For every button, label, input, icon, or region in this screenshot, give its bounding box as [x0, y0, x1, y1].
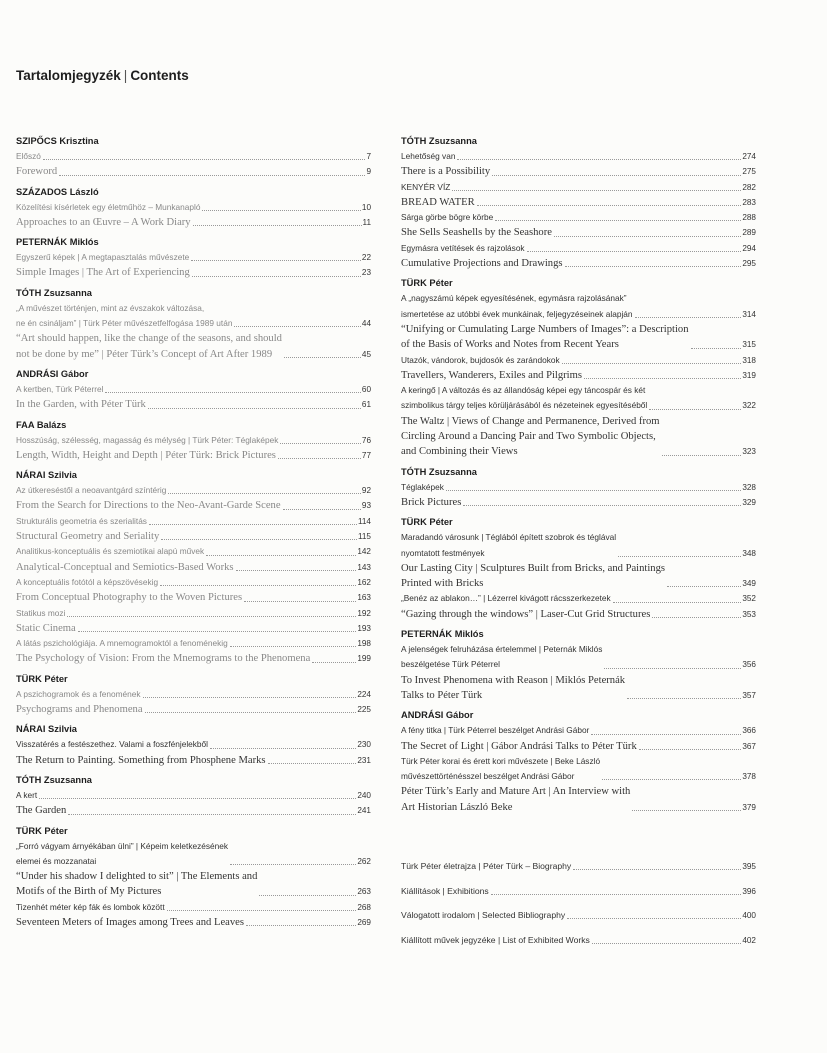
toc-entry[interactable]	[16, 621, 371, 636]
dot-leader	[573, 869, 741, 870]
page-number: 349	[742, 579, 756, 589]
page-number: 77	[361, 450, 371, 460]
entry-title: “Gazing through the windows” | Laser-Cut Grid Structures	[401, 608, 651, 620]
author-name: TÓTH Zsuzsanna	[16, 287, 92, 298]
toc-entry[interactable]	[401, 784, 756, 815]
entry-title: Kiállított művek jegyzéke | List of Exhibited Works	[401, 935, 590, 946]
dot-leader	[632, 810, 741, 811]
toc-section	[16, 825, 371, 931]
toc-entry[interactable]	[16, 382, 371, 397]
toc-entry[interactable]	[401, 754, 756, 785]
dot-leader	[618, 556, 741, 557]
toc-entry[interactable]	[401, 164, 756, 179]
dot-leader	[202, 210, 360, 211]
toc-section	[16, 419, 371, 464]
toc-entry[interactable]	[16, 265, 371, 280]
entry-title: Approaches to an Œuvre – A Work Diary	[16, 216, 191, 228]
contents-left-column	[16, 135, 371, 936]
page-number: 314	[742, 309, 756, 319]
toc-entry[interactable]	[401, 480, 756, 495]
page-number: 230	[357, 740, 371, 750]
page-number: 319	[742, 370, 756, 380]
author-name: FAA Balázs	[16, 419, 67, 430]
toc-entry[interactable]	[16, 803, 371, 818]
dot-leader	[527, 251, 742, 252]
entry-title: Travellers, Wanderers, Exiles and Pilgrims	[401, 369, 582, 381]
page-number: 396	[742, 886, 756, 896]
toc-entry[interactable]	[16, 590, 371, 605]
dot-leader	[604, 668, 741, 669]
entry-title: The Secret of Light | Gábor Andrási Talks to Péter Türk	[401, 740, 637, 752]
dot-leader	[68, 814, 356, 815]
toc-entry[interactable]	[16, 514, 371, 529]
toc-entry[interactable]	[401, 180, 756, 195]
toc-entry[interactable]	[16, 915, 371, 930]
page-number: 231	[357, 755, 371, 765]
dot-leader	[59, 175, 365, 176]
toc-entry[interactable]	[401, 241, 756, 256]
toc-entry[interactable]	[401, 561, 756, 592]
page-number: 224	[357, 689, 371, 699]
toc-section	[401, 628, 756, 703]
dot-leader	[234, 326, 360, 327]
page-number: 322	[742, 401, 756, 411]
dot-leader	[567, 918, 741, 919]
page-number: 22	[361, 253, 371, 263]
page-number: 23	[361, 268, 371, 278]
entry-title: A keringő | A változás és az állandóság képei egy táncospár és két szimbolikus tárgy teljes körüljárásából és nézeteinek egyesítéséből	[401, 385, 648, 411]
entry-title: Türk Péter korai és érett kori művészete | Beke László művészettörténésszel beszélget Andrási Gábor	[401, 755, 601, 782]
dot-leader	[452, 190, 741, 191]
entry-title: Simple Images | The Art of Experiencing	[16, 267, 190, 279]
dot-leader	[284, 357, 361, 358]
dot-leader	[167, 910, 357, 911]
page-number: 379	[742, 802, 756, 812]
page-number: 268	[357, 902, 371, 912]
page-number: 44	[361, 319, 371, 329]
dot-leader	[278, 458, 361, 459]
toc-entry[interactable]	[16, 560, 371, 575]
toc-entry[interactable]	[401, 322, 756, 353]
author-name: TÓTH Zsuzsanna	[401, 136, 477, 146]
dot-leader	[161, 539, 357, 540]
entry-title: Válogatott irodalom | Selected Bibliography	[401, 910, 566, 921]
page-number: 282	[742, 182, 756, 192]
entry-title: Static Cinema	[16, 622, 76, 634]
dot-leader	[149, 524, 357, 525]
page-number: 289	[742, 228, 756, 238]
dot-leader	[477, 205, 742, 206]
toc-section	[16, 673, 371, 718]
entry-title: Egymásra vetítések és rajzolások	[401, 242, 525, 253]
dot-leader	[584, 378, 741, 379]
page-number: 295	[742, 259, 756, 269]
dot-leader	[210, 748, 356, 749]
toc-entry[interactable]	[401, 739, 756, 754]
toc-entry[interactable]	[401, 884, 756, 899]
dot-leader	[283, 509, 361, 510]
entry-title: Maradandó városunk | Téglából épített szobrok és téglával nyomtatott festmények	[401, 532, 617, 558]
toc-section	[16, 368, 371, 413]
toc-entry[interactable]	[16, 651, 371, 666]
dot-leader	[312, 662, 356, 663]
author-name: TÓTH Zsuzsanna	[401, 466, 477, 477]
page-number: 93	[361, 501, 371, 511]
toc-entry[interactable]	[16, 687, 371, 702]
page-number: 241	[357, 806, 371, 816]
page-number: 348	[742, 548, 756, 558]
author-name: SZIPŐCS Krisztina	[16, 136, 99, 146]
page-number: 294	[742, 243, 756, 253]
entry-title: Length, Width, Height and Depth | Péter Türk: Brick Pictures	[16, 449, 276, 461]
entry-title: To Invest Phenomena with Reason | Miklós Peternák Talks to Péter Türk	[401, 674, 626, 701]
page-number: 400	[742, 911, 756, 921]
author-name: SZÁZADOS László	[16, 186, 99, 197]
entry-title: The Return to Painting. Something from Phosphene Marks	[16, 754, 266, 766]
toc-entry[interactable]	[401, 933, 756, 948]
entry-title: Az útkereséstől a neoavantgárd színtérig	[16, 485, 167, 496]
entry-title: The Garden	[16, 805, 67, 817]
page-number: 192	[357, 608, 371, 618]
page-number: 269	[357, 917, 371, 927]
dot-leader	[39, 798, 356, 799]
page-number: 9	[366, 167, 371, 177]
author-name: TÜRK Péter	[16, 673, 68, 684]
entry-title: Előszó	[16, 151, 41, 161]
page-number: 357	[742, 690, 756, 700]
page-number: 263	[357, 887, 371, 897]
dot-leader	[148, 408, 361, 409]
toc-entry[interactable]	[16, 483, 371, 498]
author-name: TÜRK Péter	[16, 825, 68, 836]
entry-title: „Benéz az ablakon…” | Lézerrel kivágott rácsszerkezetek	[401, 593, 611, 604]
entry-title: “Art should happen, like the change of the seasons, and should not be done by me” | Péter Türk’s Concept of Art After 1989	[16, 333, 282, 360]
page-number: 198	[357, 639, 371, 649]
page-number: 262	[357, 856, 371, 866]
dot-leader	[105, 392, 360, 393]
entry-title: Kiállítások | Exhibitions	[401, 885, 489, 896]
page-number: 275	[742, 167, 756, 177]
page-number: 162	[357, 577, 371, 587]
dot-leader	[236, 570, 357, 571]
entry-title: Tizenhét méter kép fák és lombok között	[16, 901, 165, 912]
dot-leader	[43, 159, 366, 160]
entry-title: From Conceptual Photography to the Woven Pictures	[16, 592, 243, 604]
entry-title: A jelenségek felruházása értelemmel | Peternák Miklós beszélgetése Türk Péterrel	[401, 644, 603, 670]
dot-leader	[635, 317, 742, 318]
toc-entry[interactable]	[401, 149, 756, 164]
author-name: ANDRÁSI Gábor	[401, 710, 474, 721]
toc-entry[interactable]	[16, 433, 371, 448]
page-number: 356	[742, 660, 756, 670]
entry-title: Cumulative Projections and Drawings	[401, 258, 563, 270]
toc-entry[interactable]	[16, 636, 371, 651]
dot-leader	[168, 493, 361, 494]
page-number: 11	[362, 217, 371, 227]
entry-title: Statikus mozi	[16, 607, 66, 618]
toc-entry[interactable]	[16, 839, 371, 870]
dot-leader	[565, 266, 742, 267]
dot-leader	[602, 779, 741, 780]
toc-entry[interactable]	[16, 900, 371, 915]
dot-leader	[280, 443, 360, 444]
toc-entry[interactable]	[401, 859, 756, 874]
page-number: 288	[742, 213, 756, 223]
entry-title: The Psychology of Vision: From the Mnemograms to the Phenomena	[16, 653, 311, 665]
page-number: 143	[357, 562, 371, 572]
dot-leader	[160, 585, 356, 586]
page-number: 315	[742, 340, 756, 350]
page-number: 318	[742, 355, 756, 365]
title-english: Contents	[130, 68, 189, 83]
dot-leader	[639, 749, 742, 750]
dot-leader	[457, 159, 741, 160]
toc-entry[interactable]	[16, 448, 371, 463]
toc-entry[interactable]	[401, 673, 756, 704]
dot-leader	[191, 260, 361, 261]
dot-leader	[613, 602, 742, 603]
toc-section	[16, 236, 371, 281]
author-name: NÁRAI Szilvia	[16, 724, 77, 735]
page-number: 225	[357, 705, 371, 715]
entry-title: Psychograms and Phenomena	[16, 704, 143, 716]
entry-title: A látás pszichológiája. A mnemogramoktól a fenoménekig	[16, 638, 228, 649]
toc-entry[interactable]	[16, 788, 371, 803]
dot-leader	[246, 925, 356, 926]
dot-leader	[78, 631, 357, 632]
toc-entry[interactable]	[401, 908, 756, 923]
toc-entry[interactable]	[16, 397, 371, 412]
entry-title: Analytical-Conceptual and Semiotics-Based Works	[16, 561, 234, 573]
toc-entry[interactable]	[401, 723, 756, 738]
entry-title: Structural Geometry and Seriality	[16, 531, 160, 543]
entry-title: “Unifying or Cumulating Large Numbers of Images”: a Description of the Basis of Works and Notes from Recent Years	[401, 323, 689, 351]
entry-title: Utazók, vándorok, bujdosók és zarándokok	[401, 354, 560, 365]
toc-entry[interactable]	[401, 195, 756, 210]
page-number: 378	[742, 772, 756, 782]
page-number: 199	[357, 654, 371, 664]
entry-title: A fény titka | Türk Péterrel beszélget Andrási Gábor	[401, 725, 590, 736]
author-name: NÁRAI Szilvia	[16, 470, 77, 481]
toc-entry[interactable]	[401, 353, 756, 368]
toc-section	[16, 774, 371, 819]
dot-leader	[463, 505, 741, 506]
entry-title: “Under his shadow I delighted to sit” | The Elements and Motifs of the Birth of My Pictures	[16, 871, 258, 898]
page-number: 240	[357, 790, 371, 800]
page-number: 10	[361, 202, 371, 212]
dot-leader	[143, 697, 357, 698]
author-name: PETERNÁK Miklós	[16, 237, 99, 248]
dot-leader	[554, 236, 741, 237]
author-name: ANDRÁSI Gábor	[16, 368, 89, 379]
page-number: 45	[361, 349, 371, 359]
page-number: 163	[357, 593, 371, 603]
author-name: TÜRK Péter	[401, 278, 453, 289]
dot-leader	[495, 220, 741, 221]
toc-entry[interactable]	[16, 250, 371, 265]
entry-title: There is a Possibility	[401, 166, 491, 178]
entry-title: Sárga görbe bögre körbe	[401, 212, 494, 223]
page-number: 366	[742, 726, 756, 736]
entry-title: Foreword	[16, 166, 58, 178]
toc-entry[interactable]	[16, 544, 371, 559]
toc-section	[401, 709, 756, 815]
dot-leader	[230, 864, 356, 865]
toc-entry[interactable]	[16, 702, 371, 717]
dot-leader	[268, 763, 357, 764]
entry-title: Lehetőség van	[401, 151, 456, 161]
toc-section	[16, 287, 371, 362]
entry-title: The Waltz | Views of Change and Permanence, Derived from Circling Around a Dancing Pair and Two Symbolic Objects, and Combining their Views	[401, 415, 660, 458]
appendix-list	[401, 859, 756, 958]
dot-leader	[192, 276, 361, 277]
entry-title: Türk Péter életrajza | Péter Türk – Biography	[401, 861, 572, 871]
toc-entry[interactable]	[401, 368, 756, 383]
dot-leader	[145, 712, 357, 713]
entry-title: A „nagyszámú képek egyesítésének, egymásra rajzolásának” ismertetése az utóbbi évek munkáinak, feljegyzéseinek alapján	[401, 293, 633, 319]
entry-title: Our Lasting City | Sculptures Built from Bricks, and Paintings Printed with Bricks	[401, 562, 666, 590]
entry-title: Brick Pictures	[401, 496, 462, 508]
entry-title: She Sells Seashells by the Seashore	[401, 227, 552, 239]
page-number: 352	[742, 594, 756, 604]
toc-section	[401, 277, 756, 459]
toc-entry[interactable]	[16, 331, 371, 362]
page-number: 76	[361, 435, 371, 445]
toc-entry[interactable]	[401, 291, 756, 322]
entry-title: In the Garden, with Péter Türk	[16, 399, 146, 411]
entry-title: „Forró vágyam árnyékában ülni” | Képeim keletkezésének elemei és mozzanatai	[16, 840, 228, 866]
page-number: 142	[357, 547, 371, 557]
dot-leader	[230, 646, 357, 647]
entry-title: „A művészet történjen, mint az évszakok változása, ne én csináljam” | Türk Péter művészetfelfogása 1989 után	[16, 302, 233, 329]
toc-entry[interactable]	[16, 149, 371, 164]
entry-title: BREAD WATER	[401, 196, 475, 208]
toc-entry[interactable]	[16, 737, 371, 752]
entry-title: KENYÉR VÍZ	[401, 181, 451, 192]
toc-entry[interactable]	[16, 606, 371, 621]
page-number: 193	[357, 623, 371, 633]
dot-leader	[446, 490, 741, 491]
toc-section	[401, 516, 756, 622]
page-number: 61	[361, 400, 371, 410]
page-number: 114	[357, 516, 371, 526]
toc-section	[16, 135, 371, 180]
dot-leader	[206, 555, 356, 556]
dot-leader	[667, 586, 741, 587]
dot-leader	[627, 698, 741, 699]
entry-title: Egyszerű képek | A megtapasztalás művészete	[16, 252, 190, 263]
entry-title: A konceptuális fotótól a képszövésekig	[16, 576, 159, 587]
toc-entry[interactable]	[16, 200, 371, 215]
toc-entry[interactable]	[16, 498, 371, 513]
toc-entry[interactable]	[401, 414, 756, 460]
entry-title: Seventeen Meters of Images among Trees and Leaves	[16, 916, 244, 928]
toc-entry[interactable]	[16, 575, 371, 590]
dot-leader	[652, 617, 741, 618]
page-number: 402	[742, 936, 756, 946]
toc-entry[interactable]	[401, 495, 756, 510]
page-number: 60	[361, 384, 371, 394]
toc-entry[interactable]	[16, 529, 371, 544]
entry-title: Hosszúság, szélesség, magasság és mélység | Türk Péter: Téglaképek	[16, 434, 279, 445]
entry-title: A kert	[16, 789, 38, 800]
dot-leader	[193, 225, 362, 226]
toc-entry[interactable]	[401, 256, 756, 271]
toc-entry[interactable]	[16, 753, 371, 768]
title-hungarian: Tartalomjegyzék	[16, 68, 121, 83]
toc-section	[16, 469, 371, 667]
toc-entry[interactable]	[401, 210, 756, 225]
dot-leader	[649, 409, 741, 410]
dot-leader	[244, 601, 356, 602]
page-number: 7	[366, 152, 371, 161]
author-name: TÓTH Zsuzsanna	[16, 774, 92, 785]
toc-entry[interactable]	[16, 301, 371, 332]
entry-title: Közelítési kísérletek egy életműhöz – Munkanapló	[16, 201, 201, 212]
entry-title: Péter Türk’s Early and Mature Art | An Interview with Art Historian László Beke	[401, 786, 631, 813]
entry-title: A pszichogramok és a fenomének	[16, 688, 141, 699]
page-number: 323	[742, 447, 756, 457]
toc-entry[interactable]	[16, 164, 371, 179]
page-number: 329	[742, 497, 756, 507]
dot-leader	[691, 348, 742, 349]
entry-title: A kertben, Türk Péterrel	[16, 383, 104, 394]
entry-title: From the Search for Directions to the Neo-Avant-Garde Scene	[16, 500, 281, 512]
page-number: 115	[357, 532, 371, 542]
page-number: 283	[742, 197, 756, 207]
toc-section	[401, 466, 756, 511]
toc-section	[401, 135, 756, 271]
toc-entry[interactable]	[401, 530, 756, 561]
page-number: 395	[742, 862, 756, 871]
dot-leader	[562, 363, 742, 364]
toc-entry[interactable]	[16, 215, 371, 230]
toc-section	[16, 723, 371, 768]
dot-leader	[491, 894, 742, 895]
page-number: 353	[742, 609, 756, 619]
dot-leader	[591, 734, 741, 735]
author-name: TÜRK Péter	[401, 517, 453, 528]
contents-right-column	[401, 135, 756, 821]
toc-entry[interactable]	[401, 225, 756, 240]
dot-leader	[662, 455, 742, 456]
page-number: 367	[742, 741, 756, 751]
dot-leader	[259, 895, 356, 896]
toc-entry[interactable]	[401, 591, 756, 606]
toc-section	[16, 186, 371, 231]
page-number: 92	[361, 486, 371, 496]
toc-entry[interactable]	[401, 642, 756, 673]
dot-leader	[592, 943, 742, 944]
entry-title: Visszatérés a festészethez. Valami a foszfénjelekből	[16, 739, 209, 750]
toc-entry[interactable]	[401, 383, 756, 414]
page-title	[16, 68, 189, 83]
title-separator: |	[123, 68, 128, 83]
toc-entry[interactable]	[401, 607, 756, 622]
dot-leader	[67, 616, 356, 617]
dot-leader	[492, 175, 741, 176]
page-number: 274	[742, 152, 756, 161]
toc-entry[interactable]	[16, 869, 371, 900]
entry-title: Strukturális geometria és szerialitás	[16, 515, 147, 526]
entry-title: Téglaképek	[401, 481, 444, 492]
author-name: PETERNÁK Miklós	[401, 629, 484, 640]
entry-title: Analitikus-konceptuális és szemiotikai alapú művek	[16, 546, 205, 557]
page-number: 328	[742, 482, 756, 492]
